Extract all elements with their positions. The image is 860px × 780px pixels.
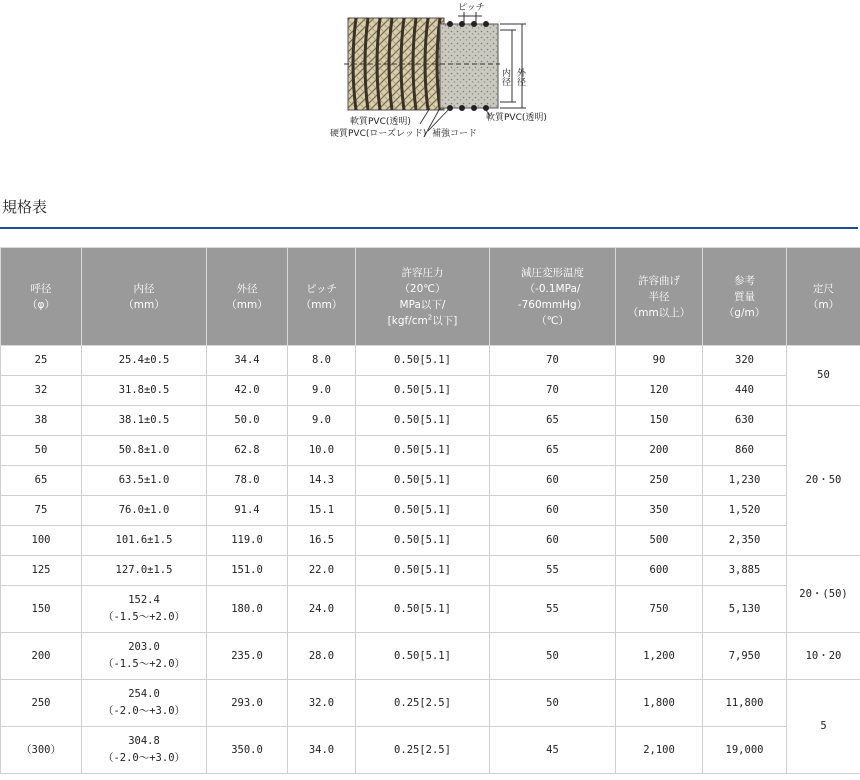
cell-outer: 180.0 [207,586,288,633]
table-row [1,586,860,633]
cell-pressure: 0.50[5.1] [356,406,490,436]
cell-outer: 78.0 [207,466,288,496]
spec-table [0,247,860,774]
cell-length: 50 [787,346,860,406]
cell-outer: 62.8 [207,436,288,466]
col-header-nominal: 呼径 （φ） [1,248,82,346]
cell-inner: 50.8±1.0 [82,436,207,466]
cell-nominal: （300） [1,727,82,774]
cell-pressure: 0.50[5.1] [356,346,490,376]
cell-outer: 42.0 [207,376,288,406]
cell-nominal: 150 [1,586,82,633]
cell-nominal: 200 [1,633,82,680]
cell-outer: 235.0 [207,633,288,680]
cell-outer: 50.0 [207,406,288,436]
cell-pressure: 0.50[5.1] [356,586,490,633]
label-outer-diameter: 外径 [515,68,525,86]
cell-pitch: 9.0 [288,376,356,406]
col-header-bend-radius: 許容曲げ 半径 （mm以上） [616,248,703,346]
cell-deform: 60 [490,466,616,496]
label-soft-pvc-clear-right: 軟質PVC(透明) [486,113,547,123]
cell-inner: 304.8 （-2.0～+3.0） [82,727,207,774]
cell-pitch: 32.0 [288,680,356,727]
cell-inner: 25.4±0.5 [82,346,207,376]
cell-pitch: 22.0 [288,556,356,586]
label-soft-pvc-clear-left: 軟質PVC(透明) [350,117,411,127]
cell-length: 20・50 [787,406,860,556]
col-header-pitch: ピッチ （mm） [288,248,356,346]
cell-deform: 45 [490,727,616,774]
cell-pitch: 8.0 [288,346,356,376]
cell-pressure: 0.50[5.1] [356,496,490,526]
col-header-pressure: 許容圧力 （20℃） MPa以下/ [$kgf/cm^2$以下] [356,248,490,346]
cell-pitch: 16.5 [288,526,356,556]
cell-length: 5 [787,680,860,774]
cell-inner: 254.0 （-2.0～+3.0） [82,680,207,727]
table-row [1,436,860,466]
table-row [1,496,860,526]
cell-pressure: 0.25[2.5] [356,727,490,774]
cell-nominal: 32 [1,376,82,406]
cell-outer: 34.4 [207,346,288,376]
col-header-length: 定尺 （m） [787,248,860,346]
table-row [1,556,860,586]
cell-deform: 70 [490,346,616,376]
cell-pressure: 0.50[5.1] [356,556,490,586]
cell-bend: 500 [616,526,703,556]
cell-pressure: 0.50[5.1] [356,436,490,466]
cell-mass: 11,800 [703,680,787,727]
cell-pressure: 0.50[5.1] [356,633,490,680]
table-header-row [1,248,860,346]
table-row [1,376,860,406]
table-row [1,466,860,496]
cell-deform: 55 [490,586,616,633]
cell-bend: 600 [616,556,703,586]
cell-nominal: 38 [1,406,82,436]
cell-bend: 250 [616,466,703,496]
table-row [1,633,860,680]
table-row [1,406,860,436]
cell-mass: 1,230 [703,466,787,496]
cell-deform: 60 [490,496,616,526]
cell-bend: 120 [616,376,703,406]
col-header-outer: 外径 （mm） [207,248,288,346]
cell-mass: 19,000 [703,727,787,774]
label-reinforcing-cord: 補強コード [432,129,478,139]
cell-mass: 5,130 [703,586,787,633]
table-row [1,680,860,727]
cell-inner: 63.5±1.0 [82,466,207,496]
title-divider [0,227,858,229]
cell-pitch: 34.0 [288,727,356,774]
table-row [1,346,860,376]
cell-inner: 76.0±1.0 [82,496,207,526]
label-pitch: ピッチ [458,3,485,13]
cell-deform: 55 [490,556,616,586]
table-row [1,727,860,774]
cell-deform: 65 [490,436,616,466]
cell-outer: 119.0 [207,526,288,556]
cell-deform: 50 [490,633,616,680]
cell-bend: 90 [616,346,703,376]
col-header-inner: 内径 （mm） [82,248,207,346]
cell-pitch: 24.0 [288,586,356,633]
cell-mass: 2,350 [703,526,787,556]
cell-mass: 7,950 [703,633,787,680]
cell-bend: 750 [616,586,703,633]
cell-inner: 203.0 （-1.5～+2.0） [82,633,207,680]
cell-nominal: 125 [1,556,82,586]
cell-bend: 2,100 [616,727,703,774]
hose-structure-diagram [0,0,860,150]
cell-pitch: 10.0 [288,436,356,466]
table-row [1,526,860,556]
cell-nominal: 100 [1,526,82,556]
cell-inner: 127.0±1.5 [82,556,207,586]
cell-pitch: 15.1 [288,496,356,526]
cell-inner: 152.4 （-1.5～+2.0） [82,586,207,633]
cell-pitch: 9.0 [288,406,356,436]
cell-outer: 350.0 [207,727,288,774]
cell-pitch: 28.0 [288,633,356,680]
cell-pitch: 14.3 [288,466,356,496]
col-header-mass: 参考 質量 （g/m） [703,248,787,346]
cell-deform: 65 [490,406,616,436]
cell-length: 20・(50) [787,556,860,633]
cell-mass: 3,885 [703,556,787,586]
cell-inner: 31.8±0.5 [82,376,207,406]
cell-bend: 1,200 [616,633,703,680]
cell-nominal: 75 [1,496,82,526]
cell-mass: 630 [703,406,787,436]
cell-bend: 1,800 [616,680,703,727]
cell-nominal: 50 [1,436,82,466]
cell-outer: 151.0 [207,556,288,586]
cell-nominal: 25 [1,346,82,376]
cell-pressure: 0.50[5.1] [356,466,490,496]
cell-inner: 101.6±1.5 [82,526,207,556]
cell-bend: 200 [616,436,703,466]
cell-outer: 293.0 [207,680,288,727]
cell-mass: 860 [703,436,787,466]
cell-deform: 70 [490,376,616,406]
cell-length: 10・20 [787,633,860,680]
cell-pressure: 0.50[5.1] [356,526,490,556]
cell-mass: 1,520 [703,496,787,526]
cell-mass: 440 [703,376,787,406]
cell-bend: 150 [616,406,703,436]
col-header-deform-temp: 減圧変形温度 （-0.1MPa/ -760mmHg） （℃） [490,248,616,346]
cell-outer: 91.4 [207,496,288,526]
cell-deform: 60 [490,526,616,556]
cell-inner: 38.1±0.5 [82,406,207,436]
section-title: 規格表 [2,198,48,216]
cell-pressure: 0.25[2.5] [356,680,490,727]
cell-nominal: 250 [1,680,82,727]
label-hard-pvc-rose-red: 硬質PVC(ローズレッド) [330,129,427,139]
cell-deform: 50 [490,680,616,727]
cell-mass: 320 [703,346,787,376]
label-inner-diameter: 内径 [500,68,510,86]
cell-nominal: 65 [1,466,82,496]
cell-bend: 350 [616,496,703,526]
cell-pressure: 0.50[5.1] [356,376,490,406]
